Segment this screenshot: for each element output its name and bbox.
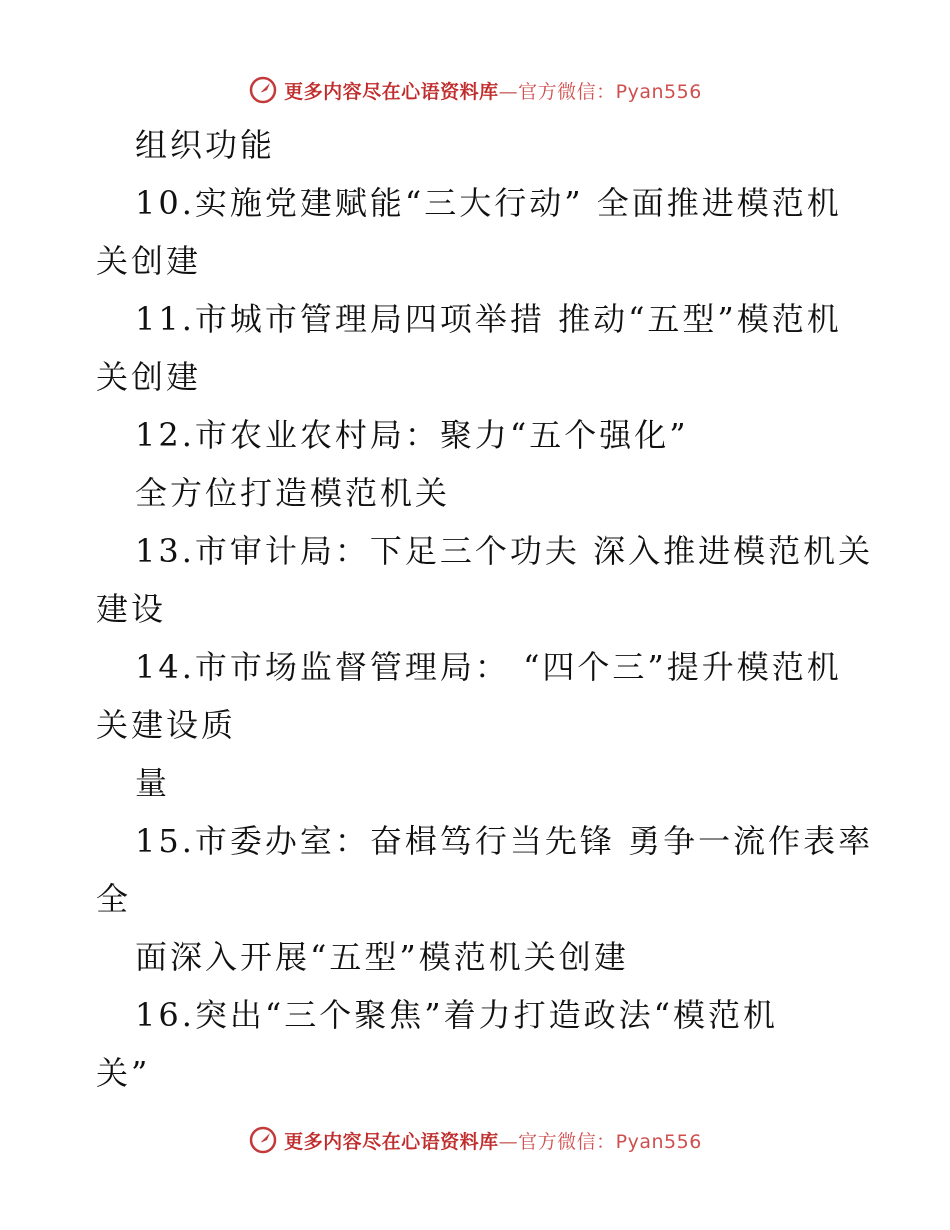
text-line: 关建设质 [96, 706, 237, 744]
text-line: 建设 [96, 590, 167, 628]
watermark-contact: 官方微信：Pyan556 [518, 1130, 702, 1153]
text-line: 15.市委办室：奋楫笃行当先锋 勇争一流作表率 [135, 822, 874, 860]
watermark-brand: 更多内容尽在心语资料库 [284, 80, 499, 103]
text-line: 12.市农业农村局：聚力“五个强化” [135, 416, 689, 454]
text-line: 11.市城市管理局四项举措 推动“五型”模范机 [135, 300, 842, 338]
document-body [0, 116, 950, 1106]
watermark-brand: 更多内容尽在心语资料库 [284, 1130, 499, 1153]
text-line: 全方位打造模范机关 [135, 474, 451, 512]
text-line: 13.市审计局：下足三个功夫 深入推进模范机关 [135, 532, 874, 570]
watermark-separator: — [498, 1130, 519, 1153]
header-watermark [0, 70, 950, 110]
text-line: 关创建 [96, 358, 202, 396]
text-line: 量 [135, 764, 171, 802]
text-line: 组织功能 [135, 126, 276, 164]
text-line: 10.实施党建赋能“三大行动” 全面推进模范机 [135, 184, 842, 222]
text-line: 全 [96, 880, 132, 918]
text-line: 14.市市场监督管理局： “四个三”提升模范机 [135, 648, 842, 686]
quill-logo-icon [248, 1125, 278, 1155]
footer-watermark [0, 1120, 950, 1160]
text-line: 关” [96, 1054, 151, 1092]
quill-logo-icon [248, 75, 278, 105]
watermark-contact: 官方微信：Pyan556 [518, 80, 702, 103]
watermark-separator: — [498, 80, 519, 103]
text-line: 面深入开展“五型”模范机关创建 [135, 938, 629, 976]
text-line: 关创建 [96, 242, 202, 280]
text-line: 16.突出“三个聚焦”着力打造政法“模范机 [135, 996, 778, 1034]
